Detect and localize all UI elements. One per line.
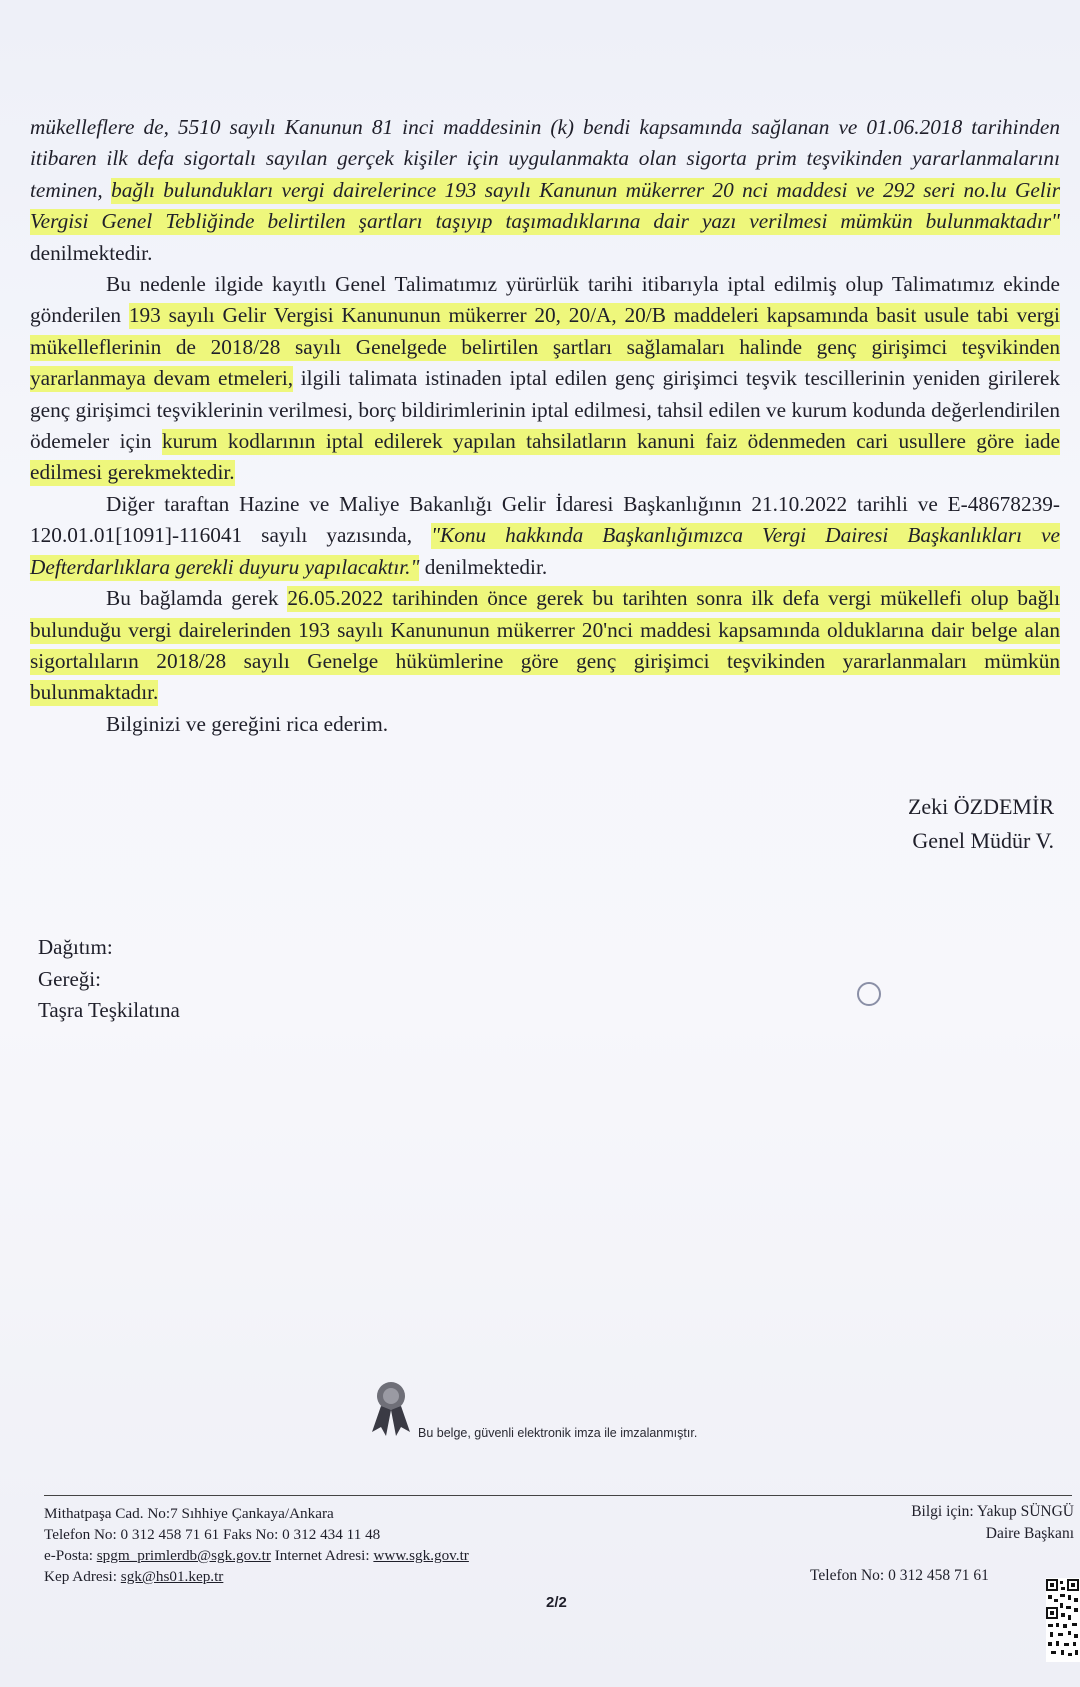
email-link[interactable]: spgm_primlerdb@sgk.gov.tr — [96, 1547, 271, 1564]
footer-divider — [44, 1495, 1072, 1496]
footer-info-label: Bilgi için: Yakup SÜNGÜ — [911, 1503, 1074, 1520]
highlight: 26.05.2022 tarihinden önce gerek bu tarihten sonra ilk defa vergi mükellefi olup bağlı bulunduğu vergi dairelerinden 193 sayılı Kanununun mükerrer 20'nci maddesi kapsamında olduklarına dair belge alan sigortalıların 2018/28 sayılı Genelge hükümlerine göre genç girişimci teşvikinden yararlanmaları mümkün bulunmaktadır. — [30, 586, 1060, 705]
highlight: 193 sayılı Gelir Vergisi Kanununun mükerrer 20, 20/A, 20/B maddeleri kapsamında basit usule tabi vergi mükelleflerinin de 2018/28 sayılı Genelgede belirtilen şartları sağlamaları halinde genç girişimci teşvikinden yararlanmaya devam etmeleri, — [30, 303, 1060, 391]
highlight: bağlı bulundukları vergi dairelerince 193 sayılı Kanunun mükerrer 20 nci maddesi ve 292 seri no.lu Gelir Vergisi Genel Tebliğinde belirtilen şartları taşıyıp taşımadıklarına dair yazı verilmesi mümkün bulunmaktadır" — [30, 177, 1060, 234]
footer-address: Mithatpaşa Cad. No:7 Sıhhiye Çankaya/Ankara — [44, 1505, 334, 1522]
circle-mark — [857, 982, 881, 1006]
footer-email-web: e-Posta: spgm_primlerdb@sgk.gov.tr Internet Adresi: www.sgk.gov.tr — [44, 1547, 469, 1564]
highlight: "Konu hakkında Başkanlığımızca Vergi Dairesi Başkanlıkları ve Defterdarlıklara gerekli duyuru yapılacaktır." — [30, 523, 1060, 579]
highlight: kurum kodlarının iptal edilerek yapılan tahsilatların kanuni faiz ödenmeden cari usullere göre iade edilmesi gerekmektedir. — [30, 429, 1061, 485]
distribution-label: Dağıtım: — [38, 935, 113, 959]
distribution-recipient: Taşra Teşkilatına — [38, 998, 180, 1022]
esign-note: Bu belge, güvenli elektronik imza ile imzalanmıştır. — [418, 1426, 698, 1440]
signer-title: Genel Müdür V. — [912, 828, 1054, 853]
footer-info — [911, 1501, 1074, 1545]
distribution-block — [38, 932, 180, 1027]
footer-info-title: Daire Başkanı — [985, 1525, 1074, 1542]
paragraph-1: mükelleflere de, 5510 sayılı Kanunun 81 inci maddesinin (k) bendi kapsamında sağlanan ve 01.06.2018 tarihinden itibaren ilk defa sigortalı sayılan gerçek kişiler için uygulanmakta olan sigorta prim teşvikinden yararlanmalarını teminen, bağlı bulundukları vergi dairelerince 193 sayılı Kanunun mükerrer 20 nci maddesi ve 292 seri no.lu Gelir Vergisi Genel Tebliğinde belirtilen şartları taşıyıp taşımadıklarına dair yazı verilmesi mümkün bulunmaktadır" denilmektedir. — [30, 115, 1060, 265]
signer-name: Zeki ÖZDEMİR — [907, 794, 1054, 819]
paragraph-2: Bu nedenle ilgide kayıtlı Genel Talimatımız yürürlük tarihi itibarıyla iptal edilmiş olup Talimatımız ekinde gönderilen 193 sayılı Gelir Vergisi Kanununun mükerrer 20, 20/A, 20/B maddeleri kapsamında basit usule tabi vergi mükelleflerinin de 2018/28 sayılı Genelgede belirtilen şartları sağlamaları halinde genç girişimci teşvikinden yararlanmaya devam etmeleri, ilgili talimata istinaden iptal edilen genç girişimci teşvik tescillerinin yeniden girilerek genç girişimci teşviklerinin verilmesi, borç bildirimlerinin iptal edilmesi, tahsil edilen ve kurum kodunda değerlendirilen ödemeler için kurum kodlarının iptal edilerek yapılan tahsilatların kanuni faiz ödenmeden cari usullere göre iade edilmesi gerekmektedir. — [30, 272, 1061, 485]
page-number: 2/2 — [546, 1594, 567, 1611]
paragraph-3: Diğer taraftan Hazine ve Maliye Bakanlığı Gelir İdaresi Başkanlığının 21.10.2022 tarihli ve E-48678239-120.01.01[1091]-116041 sayılı yazısında, "Konu hakkında Başkanlığımızca Vergi Dairesi Başkanlıkları ve Defterdarlıklara gerekli duyuru yapılacaktır." denilmektedir. — [30, 491, 1060, 579]
footer-contact — [44, 1503, 469, 1587]
paragraph-4: Bu bağlamda gerek 26.05.2022 tarihinden önce gerek bu tarihten sonra ilk defa vergi mükellefi olup bağlı bulunduğu vergi dairelerinden 193 sayılı Kanununun mükerrer 20'nci maddesi kapsamında olduklarına dair belge alan sigortalıların 2018/28 sayılı Genelge hükümlerine göre genç girişimci teşvikinden yararlanmaları mümkün bulunmaktadır. — [30, 586, 1060, 705]
paragraph-closing: Bilginizi ve gereğini rica ederim. — [106, 711, 389, 736]
footer-phone-fax: Telefon No: 0 312 458 71 61 Faks No: 0 312 434 11 48 — [44, 1526, 381, 1543]
seal-icon — [364, 1376, 424, 1442]
footer-kep: Kep Adresi: sgk@hs01.kep.tr — [44, 1568, 224, 1585]
esign-block — [364, 1376, 784, 1446]
letter-body — [30, 112, 1060, 740]
footer-info-phone: Telefon No: 0 312 458 71 61 — [810, 1567, 989, 1584]
signer-block — [908, 790, 1054, 858]
distribution-action: Gereği: — [38, 966, 101, 991]
kep-link[interactable]: sgk@hs01.kep.tr — [120, 1568, 224, 1585]
web-link[interactable]: www.sgk.gov.tr — [373, 1547, 469, 1564]
qr-code-icon — [1046, 1578, 1080, 1662]
